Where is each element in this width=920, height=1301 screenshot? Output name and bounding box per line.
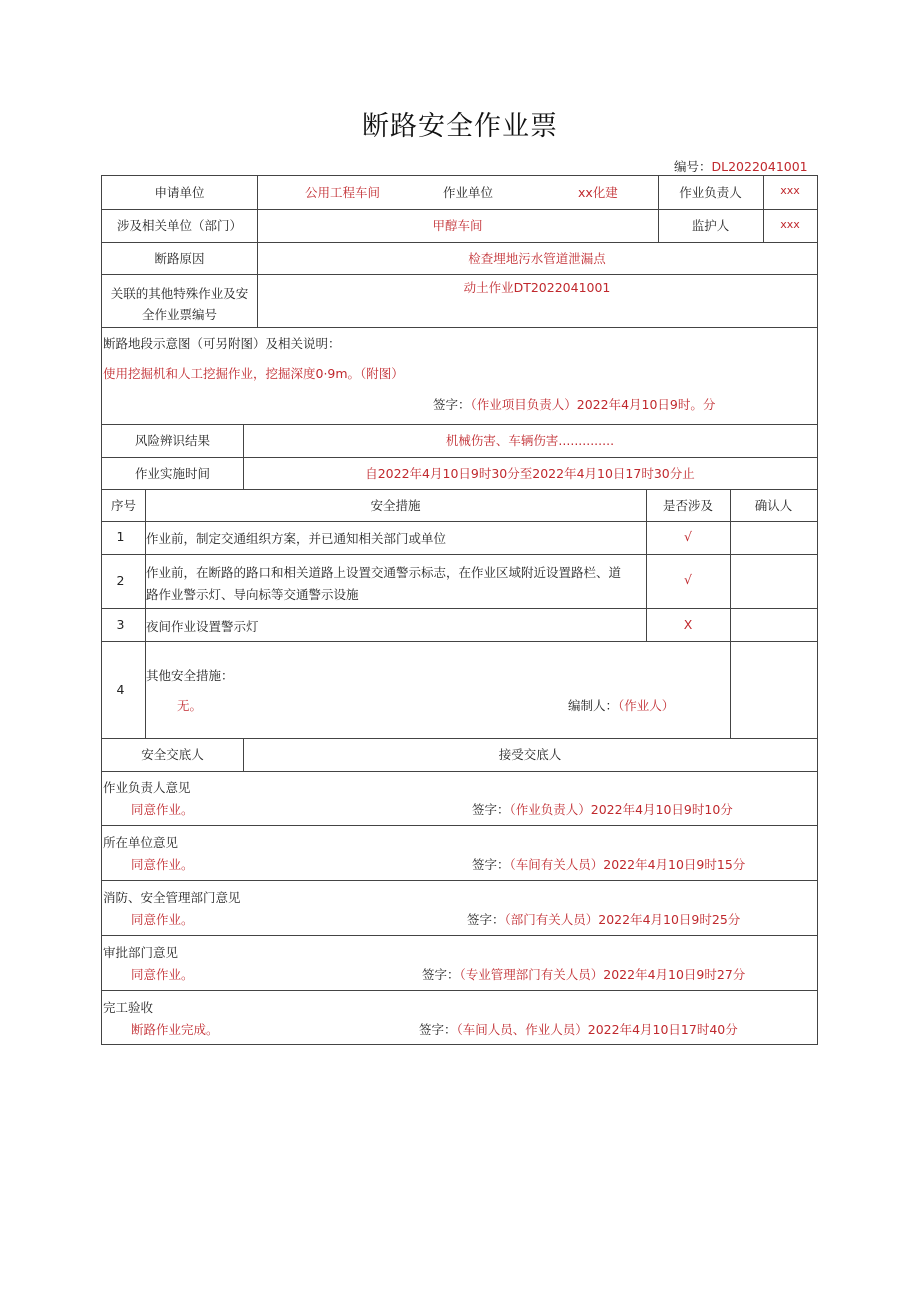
measure-no: 3 [116, 617, 125, 632]
time-value: 自2022年4月10日9时30分至2022年4月10日17时30分止 [365, 466, 695, 481]
opinion-title: 作业负责人意见 [103, 780, 191, 795]
diagram-label: 断路地段示意图（可另附图）及相关说明： [103, 336, 341, 351]
row-divider [102, 608, 817, 609]
row-divider [102, 738, 817, 739]
handover-receiver-label: 接受交底人 [498, 747, 562, 762]
opinion-sign-value: （专业管理部门有关人员）2022年4月10日9时27分 [459, 967, 746, 982]
measures-header-involved: 是否涉及 [662, 498, 713, 513]
measure-text: 作业前，制定交通组织方案，并已通知相关部门或单位 [146, 531, 447, 546]
opinion-text: 同意作业。 [131, 912, 194, 927]
row-divider [102, 935, 817, 936]
row-divider [102, 489, 817, 490]
page-title: 断路安全作业票 [362, 111, 558, 142]
opinion-text: 同意作业。 [131, 857, 194, 872]
opinion-signature [419, 1022, 738, 1038]
measure-involved: √ [684, 529, 692, 544]
opinion-sign-label: 签字： [472, 857, 510, 872]
risk-label: 风险辨识结果 [134, 433, 210, 448]
measure-text: 作业前，在断路的路口和相关道路上设置交通警示标志，在作业区域附近设置路栏、道 [146, 565, 622, 580]
column-divider [730, 489, 731, 738]
measure-text-cont: 路作业警示灯、导向标等交通警示设施 [146, 587, 359, 602]
row-divider [102, 771, 817, 772]
row-divider [102, 274, 817, 275]
work-unit-label: 作业单位 [443, 185, 494, 200]
opinion-title: 消防、安全管理部门意见 [103, 890, 241, 905]
diagram-signature [433, 397, 715, 413]
related-ticket-value: 动土作业DT2022041001 [463, 280, 611, 295]
other-measures-label: 其他安全措施： [146, 668, 234, 683]
row-divider [102, 641, 817, 642]
opinion-title: 审批部门意见 [103, 945, 179, 960]
measure-no: 4 [116, 682, 125, 697]
other-measures-value: 无。 [177, 698, 203, 713]
row-divider [102, 554, 817, 555]
measures-header-measure: 安全措施 [370, 498, 421, 513]
opinion-text: 同意作业。 [131, 967, 194, 982]
opinion-signature [467, 912, 740, 928]
opinion-sign-value: （作业负责人）2022年4月10日9时10分 [509, 802, 733, 817]
opinion-sign-value: （车间人员、作业人员）2022年4月10日17时40分 [456, 1022, 738, 1037]
opinion-text: 同意作业。 [131, 802, 194, 817]
compiler-label: 编制人： [568, 698, 619, 713]
opinion-text: 断路作业完成。 [131, 1022, 219, 1037]
opinion-sign-label: 签字： [419, 1022, 457, 1037]
opinion-signature [422, 967, 745, 983]
work-ticket-form [101, 175, 818, 1045]
risk-value: 机械伤害、车辆伤害.............. [445, 433, 615, 448]
measures-header-no: 序号 [110, 498, 136, 513]
related-ticket-label: 关联的其他特殊作业及安 [110, 286, 249, 301]
reason-label: 断路原因 [154, 251, 205, 266]
column-divider [145, 489, 146, 738]
row-divider [102, 521, 817, 522]
row-divider [102, 327, 817, 328]
handover-giver-label: 安全交底人 [141, 747, 204, 762]
opinion-sign-label: 签字： [472, 802, 510, 817]
row-divider [102, 825, 817, 826]
opinion-sign-label: 签字： [467, 912, 505, 927]
compiler-signature [568, 698, 674, 714]
measure-no: 1 [116, 529, 125, 544]
measures-header-confirmer: 确认人 [754, 498, 793, 513]
measure-involved: X [683, 617, 693, 632]
opinion-title: 所在单位意见 [103, 835, 179, 850]
measure-involved: √ [684, 572, 692, 587]
opinion-sign-value: （部门有关人员）2022年4月10日9时25分 [504, 912, 741, 927]
serial-label: 编号： [674, 159, 712, 174]
applicant-value: 公用工程车间 [305, 185, 381, 200]
opinion-title: 完工验收 [103, 1000, 154, 1015]
reason-value: 检查埋地污水管道泄漏点 [468, 251, 606, 266]
time-label: 作业实施时间 [134, 466, 210, 481]
opinion-signature [472, 802, 733, 818]
applicant-label: 申请单位 [154, 185, 205, 200]
ticket-serial [674, 157, 808, 175]
diagram-description: 使用挖掘机和人工挖掘作业，挖掘深度0·9m。（附图） [103, 366, 404, 381]
diagram-sign-label: 签字： [433, 397, 471, 412]
related-unit-value: 甲醇车间 [432, 218, 483, 233]
row-divider [102, 457, 817, 458]
row-divider [102, 209, 817, 210]
related-ticket-label-cont: 全作业票编号 [141, 307, 217, 322]
measure-no: 2 [116, 573, 125, 588]
opinion-signature [472, 857, 745, 873]
related-unit-label: 涉及相关单位（部门） [116, 218, 242, 233]
compiler-value: （作业人） [618, 698, 675, 713]
work-leader-value: xxx [780, 184, 800, 197]
row-divider [102, 242, 817, 243]
work-unit-value: xx化建 [578, 185, 618, 200]
row-divider [102, 990, 817, 991]
opinion-sign-label: 签字： [422, 967, 460, 982]
row-divider [102, 424, 817, 425]
row-divider [102, 880, 817, 881]
serial-value: DL2022041001 [711, 159, 808, 174]
measure-text: 夜间作业设置警示灯 [146, 619, 259, 634]
diagram-sign-value: （作业项目负责人）2022年4月10日9时。分 [470, 397, 716, 412]
opinion-sign-value: （车间有关人员）2022年4月10日9时15分 [509, 857, 746, 872]
guardian-label: 监护人 [691, 218, 730, 233]
work-leader-label: 作业负责人 [679, 185, 742, 200]
guardian-value: xxx [780, 218, 800, 231]
